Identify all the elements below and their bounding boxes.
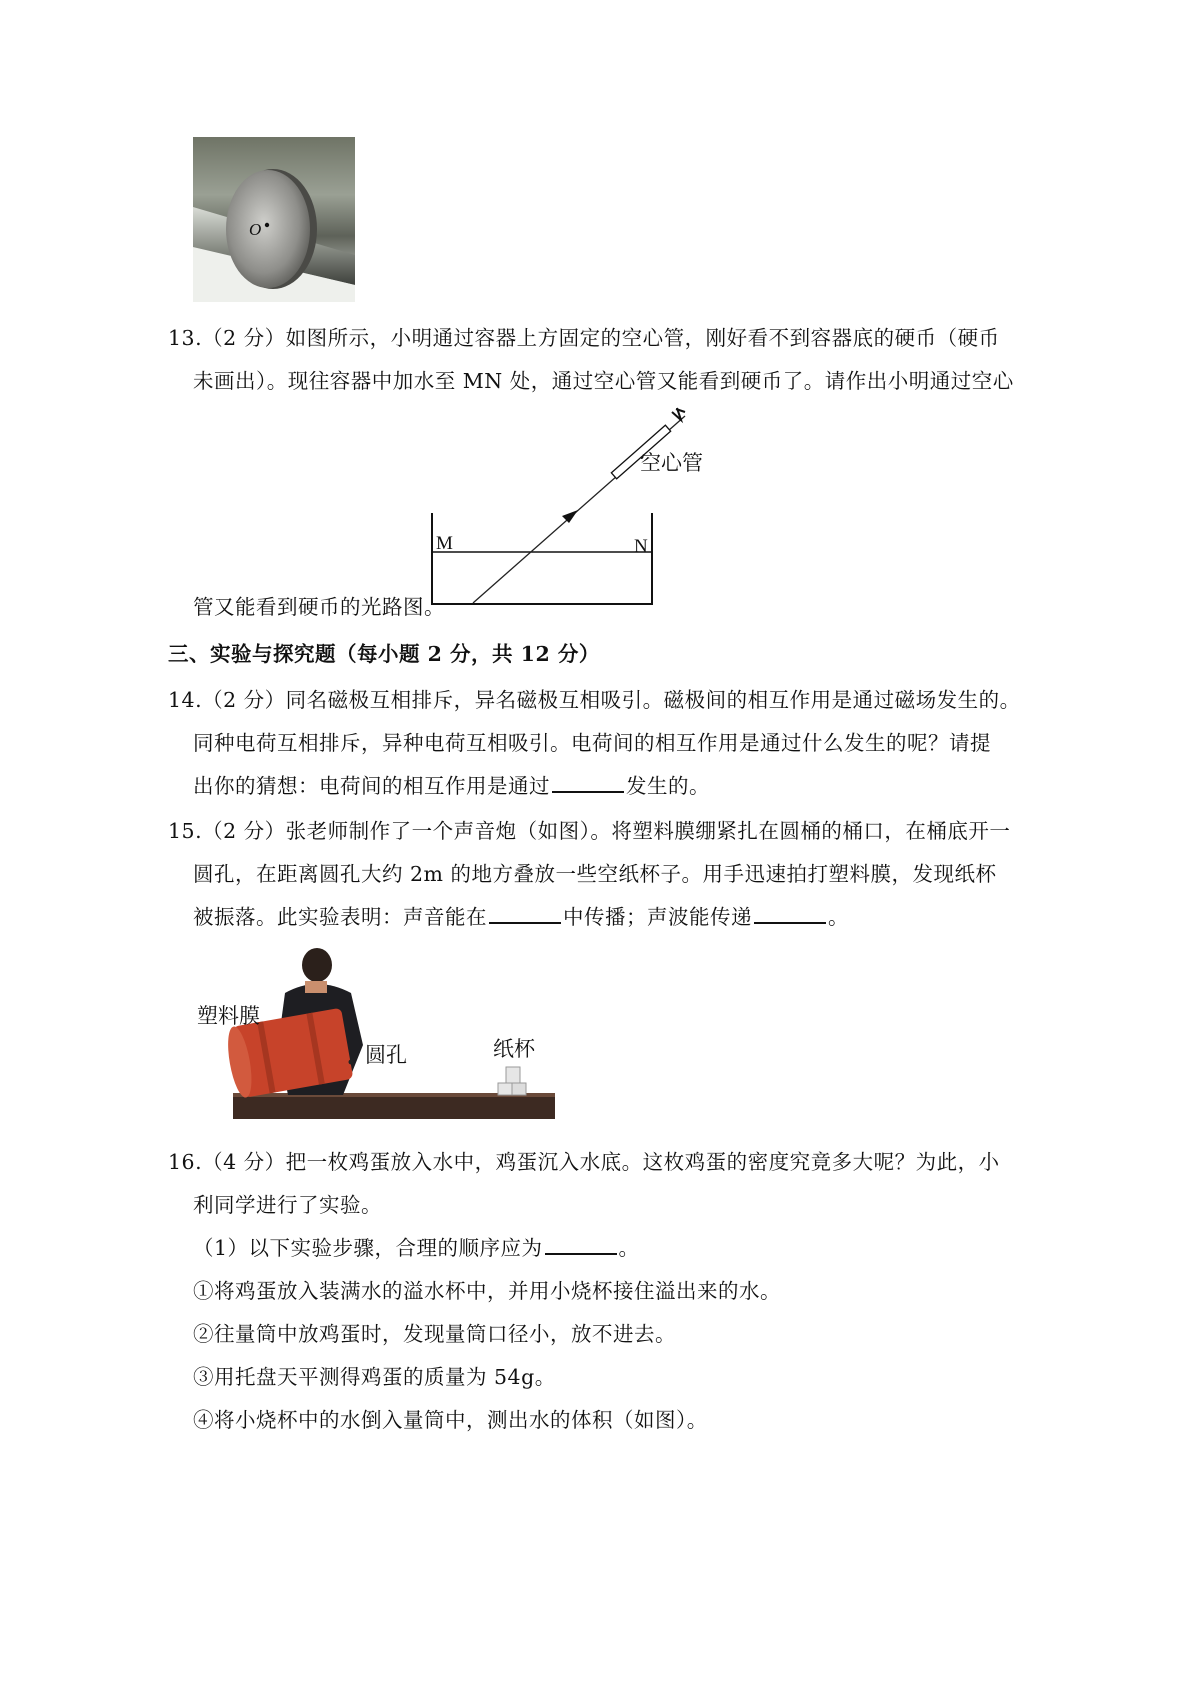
q16-answer-blank[interactable] (545, 1235, 617, 1255)
coin-photo (193, 137, 355, 302)
tube-label: 空心管 (640, 452, 703, 475)
q15-line-3-text-b: 中传播；声波能传递 (563, 905, 752, 929)
coin-center-label: O (249, 220, 262, 239)
q14-line-1: 14.（2 分）同名磁极互相排斥，异名磁极互相吸引。磁极间的相互作用是通过磁场发生的。 (168, 688, 1021, 712)
q15-line-3-text-a: 被振落。此实验表明：声音能在 (193, 905, 487, 929)
q16-step-1: ①将鸡蛋放入装满水的溢水杯中，并用小烧杯接住溢出来的水。 (193, 1279, 781, 1303)
q13-line-1: 13.（2 分）如图所示，小明通过容器上方固定的空心管，刚好看不到容器底的硬币（硬币 (168, 326, 1000, 350)
q14-line-2: 同种电荷互相排斥，异种电荷互相吸引。电荷间的相互作用是通过什么发生的呢？请提 (193, 731, 991, 755)
q13-line-3: 管又能看到硬币的光路图。 (193, 595, 445, 619)
q15-answer-blank-2[interactable] (754, 904, 826, 924)
section-3-heading: 三、实验与探究题（每小题 2 分，共 12 分） (168, 642, 600, 666)
q16-sub-1 (193, 1231, 640, 1261)
q15-line-1: 15.（2 分）张老师制作了一个声音炮（如图）。将塑料膜绷紧扎在圆桶的桶口，在桶底开一 (168, 819, 1011, 843)
q15-line-3 (193, 900, 849, 930)
q13-line-2: 未画出）。现往容器中加水至 MN 处，通过空心管又能看到硬币了。请作出小明通过空心 (193, 369, 1014, 393)
q14-line-3 (193, 769, 710, 799)
label-n: N (634, 536, 648, 557)
q16-sub-1-text-b: 。 (618, 1236, 640, 1260)
q14-line-3-text-a: 出你的猜想：电荷间的相互作用是通过 (193, 774, 550, 798)
q16-step-4: ④将小烧杯中的水倒入量筒中，测出水的体积（如图）。 (193, 1408, 708, 1432)
q14-answer-blank[interactable] (552, 773, 624, 793)
label-paper-cup: 纸杯 (493, 1038, 535, 1061)
q15-line-3-text-c: 。 (828, 905, 849, 929)
q16-step-2: ②往量筒中放鸡蛋时，发现量筒口径小，放不进去。 (193, 1322, 676, 1346)
q16-step-3: ③用托盘天平测得鸡蛋的质量为 54g。 (193, 1365, 556, 1389)
container-tube-diagram (425, 400, 715, 615)
q16-line-1: 16.（4 分）把一枚鸡蛋放入水中，鸡蛋沉入水底。这枚鸡蛋的密度究竟多大呢？为此，小 (168, 1150, 1000, 1174)
q16-line-2: 利同学进行了实验。 (193, 1193, 382, 1217)
label-m: M (436, 533, 453, 554)
q15-answer-blank-1[interactable] (489, 904, 561, 924)
q15-line-2: 圆孔，在距离圆孔大约 2m 的地方叠放一些空纸杯子。用手迅速拍打塑料膜，发现纸杯 (193, 862, 997, 886)
q14-line-3-text-b: 发生的。 (626, 774, 710, 798)
label-plastic-film: 塑料膜 (197, 1005, 260, 1028)
label-hole: 圆孔 (365, 1044, 407, 1067)
q16-sub-1-text-a: （1）以下实验步骤，合理的顺序应为 (193, 1236, 543, 1260)
sound-cannon-photo (193, 945, 558, 1123)
